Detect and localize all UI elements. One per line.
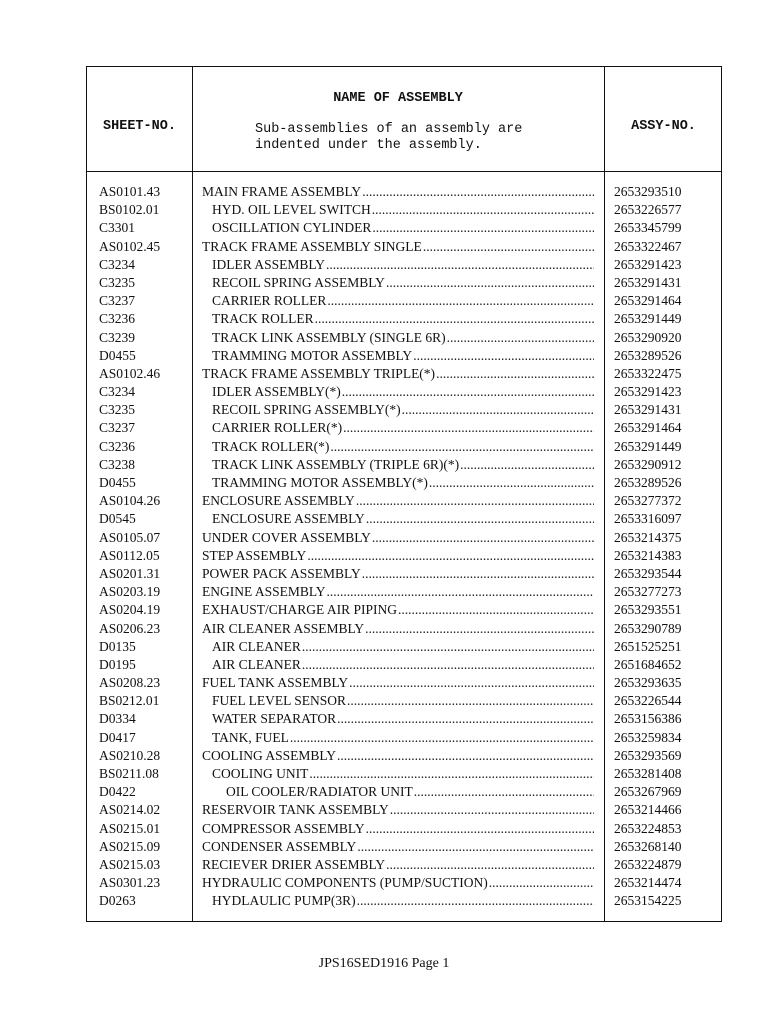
- table-row: [87, 401, 723, 419]
- assy-no-cell: 2653277273: [614, 584, 682, 600]
- assembly-name: TRACK FRAME ASSEMBLY SINGLE: [202, 238, 422, 254]
- assembly-name-cell: [202, 656, 594, 674]
- sheet-no-cell: BS0102.01: [99, 202, 160, 218]
- dot-leader: [372, 201, 594, 219]
- assembly-name: TRACK LINK ASSEMBLY (SINGLE 6R): [212, 329, 446, 345]
- assembly-name-cell: [202, 474, 594, 492]
- sheet-no-cell: C3236: [99, 438, 136, 454]
- assy-no-cell: 2653291464: [614, 293, 682, 309]
- dot-leader: [356, 492, 594, 510]
- assembly-name: POWER PACK ASSEMBLY: [202, 565, 361, 581]
- sheet-no-cell: C3237: [99, 420, 136, 436]
- dot-leader: [413, 347, 594, 365]
- assy-no-cell: 2653214375: [614, 529, 682, 545]
- sheet-no-cell: AS0102.46: [99, 365, 161, 381]
- assembly-name-cell: [202, 783, 594, 801]
- assembly-name-cell: [202, 747, 594, 765]
- assy-no-cell: 2653293544: [614, 565, 682, 581]
- assy-no-cell: 2653316097: [614, 511, 682, 527]
- sheet-no-cell: C3234: [99, 384, 136, 400]
- sheet-no-cell: C3301: [99, 220, 136, 236]
- sheet-no-cell: D0195: [99, 656, 136, 672]
- assy-no-cell: 2653293569: [614, 747, 682, 763]
- sheet-no-cell: C3235: [99, 274, 136, 290]
- dot-leader: [365, 620, 594, 638]
- assembly-name: AIR CLEANER: [212, 638, 301, 654]
- table-row: [87, 820, 723, 838]
- dot-leader: [366, 820, 594, 838]
- sheet-no-cell: D0545: [99, 511, 136, 527]
- sheet-no-cell: AS0215.09: [99, 838, 161, 854]
- assembly-name-cell: [202, 674, 594, 692]
- assembly-name-cell: [202, 256, 594, 274]
- assembly-name-cell: [202, 801, 594, 819]
- assembly-name: CONDENSER ASSEMBLY: [202, 838, 357, 854]
- assy-no-cell: 2653267969: [614, 784, 682, 800]
- table-row: [87, 492, 723, 510]
- assy-no-cell: 2653345799: [614, 220, 682, 236]
- dot-leader: [309, 765, 594, 783]
- assy-no-cell: 2653291449: [614, 311, 682, 327]
- assy-no-cell: 2653226544: [614, 693, 682, 709]
- sheet-no-cell: D0334: [99, 711, 136, 727]
- assembly-name-cell: [202, 219, 594, 237]
- assy-no-cell: 2653281408: [614, 766, 682, 781]
- assy-no-cell: 2653291464: [614, 420, 682, 436]
- assembly-name: FUEL TANK ASSEMBLY: [202, 675, 349, 691]
- assembly-name-cell: [202, 710, 594, 728]
- sheet-no-cell: BS0211.08: [99, 766, 159, 781]
- assembly-name-cell: [202, 765, 594, 783]
- table-row: [87, 438, 723, 456]
- assembly-name: TANK, FUEL: [212, 729, 289, 745]
- dot-leader: [362, 565, 594, 583]
- assembly-name-cell: [202, 601, 594, 619]
- table-row: [87, 565, 723, 583]
- table-row: [87, 692, 723, 710]
- assembly-name-cell: [202, 856, 594, 874]
- header-note-line2: indented under the assembly.: [255, 138, 482, 153]
- dot-leader: [357, 838, 594, 856]
- assembly-name-cell: [202, 620, 594, 638]
- assy-no-cell: 2653289526: [614, 347, 682, 363]
- table-row: [87, 729, 723, 747]
- assy-no-cell: 2653322475: [614, 365, 682, 381]
- dot-leader: [386, 856, 594, 874]
- table-row: [87, 456, 723, 474]
- sheet-no-cell: AS0101.43: [99, 184, 161, 199]
- assembly-name: AIR CLEANER ASSEMBLY: [202, 620, 365, 636]
- sheet-no-cell: AS0105.07: [99, 529, 161, 545]
- sheet-no-cell: C3234: [99, 256, 136, 272]
- dot-leader: [414, 783, 594, 801]
- sheet-no-cell: C3237: [99, 293, 136, 309]
- dot-leader: [302, 656, 594, 674]
- dot-leader: [366, 510, 594, 528]
- table-row: [87, 801, 723, 819]
- dot-leader: [386, 274, 594, 292]
- assembly-name: IDLER ASSEMBLY(*): [212, 384, 341, 400]
- table-body: [87, 183, 723, 911]
- table-row: [87, 765, 723, 783]
- assy-no-cell: 2653290920: [614, 329, 682, 345]
- dot-leader: [349, 674, 594, 692]
- assy-no-cell: 2653322467: [614, 238, 682, 254]
- assembly-name-cell: [202, 692, 594, 710]
- dot-leader: [315, 310, 594, 328]
- sheet-no-cell: AS0215.01: [99, 820, 161, 836]
- assy-no-cell: 2653226577: [614, 202, 682, 218]
- sheet-no-cell: AS0104.26: [99, 493, 161, 509]
- dot-leader: [337, 710, 594, 728]
- assy-no-cell: 2653156386: [614, 711, 682, 727]
- assembly-name: COMPRESSOR ASSEMBLY: [202, 820, 365, 836]
- assembly-name-cell: [202, 201, 594, 219]
- page-footer: JPS16SED1916 Page 1: [318, 956, 450, 971]
- header-assy-no: ASSY-NO.: [631, 119, 696, 134]
- assembly-name-cell: [202, 419, 594, 437]
- assembly-name-cell: [202, 310, 594, 328]
- assembly-name: HYDLAULIC PUMP(3R): [212, 893, 356, 909]
- sheet-no-cell: BS0212.01: [99, 693, 160, 709]
- sheet-no-cell: AS0206.23: [99, 620, 161, 636]
- table-row: [87, 783, 723, 801]
- dot-leader: [337, 747, 594, 765]
- assembly-name-cell: [202, 529, 594, 547]
- dot-leader: [447, 329, 594, 347]
- assembly-table: [86, 66, 722, 922]
- assembly-name: TRACK ROLLER: [212, 311, 314, 327]
- dot-leader: [342, 383, 594, 401]
- assembly-name: CARRIER ROLLER(*): [212, 420, 343, 436]
- sheet-no-cell: C3238: [99, 456, 136, 472]
- assy-no-cell: 2653268140: [614, 838, 682, 854]
- assembly-name: TRACK ROLLER(*): [212, 438, 330, 454]
- dot-leader: [357, 892, 594, 910]
- assembly-name-cell: [202, 292, 594, 310]
- table-row: [87, 874, 723, 892]
- assy-no-cell: 2653293635: [614, 675, 682, 691]
- assy-no-cell: 2653291423: [614, 384, 682, 400]
- sheet-no-cell: D0135: [99, 638, 136, 654]
- sheet-no-cell: AS0210.28: [99, 747, 161, 763]
- sheet-no-cell: D0417: [99, 729, 136, 745]
- table-row: [87, 601, 723, 619]
- assembly-name: ENCLOSURE ASSEMBLY: [202, 493, 355, 509]
- assembly-name-cell: [202, 401, 594, 419]
- assembly-name: IDLER ASSEMBLY: [212, 256, 326, 272]
- assembly-name: CARRIER ROLLER: [212, 293, 327, 309]
- assy-no-cell: 2653214383: [614, 547, 682, 563]
- sheet-no-cell: D0422: [99, 784, 136, 800]
- dot-leader: [489, 874, 594, 892]
- sheet-no-cell: AS0215.03: [99, 856, 161, 872]
- dot-leader: [362, 183, 594, 201]
- dot-leader: [460, 456, 594, 474]
- assembly-name-cell: [202, 892, 594, 910]
- assembly-name-cell: [202, 729, 594, 747]
- table-row: [87, 474, 723, 492]
- assy-no-cell: 2653224879: [614, 856, 682, 872]
- dot-leader: [402, 401, 594, 419]
- table-row: [87, 238, 723, 256]
- table-row: [87, 274, 723, 292]
- table-row: [87, 547, 723, 565]
- dot-leader: [390, 801, 594, 819]
- table-row: [87, 365, 723, 383]
- assembly-name-cell: [202, 565, 594, 583]
- assy-no-cell: 2653259834: [614, 729, 682, 745]
- sheet-no-cell: AS0201.31: [99, 565, 161, 581]
- table-row: [87, 656, 723, 674]
- assembly-name-cell: [202, 492, 594, 510]
- assembly-name: COOLING UNIT: [212, 766, 309, 781]
- assembly-name: FUEL LEVEL SENSOR: [212, 693, 346, 709]
- table-row: [87, 674, 723, 692]
- table-row: [87, 219, 723, 237]
- table-row: [87, 856, 723, 874]
- assembly-name: ENGINE ASSEMBLY: [202, 584, 326, 600]
- table-row: [87, 256, 723, 274]
- table-row: [87, 892, 723, 910]
- assembly-name-cell: [202, 274, 594, 292]
- table-row: [87, 419, 723, 437]
- assembly-name-cell: [202, 547, 594, 565]
- sheet-no-cell: AS0112.05: [99, 547, 160, 563]
- assembly-name: TRAMMING MOTOR ASSEMBLY(*): [212, 475, 428, 490]
- table-row: [87, 201, 723, 219]
- assy-no-cell: 2653214474: [614, 875, 682, 891]
- dot-leader: [436, 365, 594, 383]
- assy-no-cell: 2653290789: [614, 620, 682, 636]
- assembly-name: RECIEVER DRIER ASSEMBLY: [202, 856, 386, 872]
- assembly-name: RECOIL SPRING ASSEMBLY(*): [212, 402, 401, 418]
- dot-leader: [423, 238, 594, 256]
- table-row: [87, 183, 723, 201]
- dot-leader: [327, 583, 594, 601]
- dot-leader: [290, 729, 594, 747]
- table-row: [87, 583, 723, 601]
- assembly-name-cell: [202, 838, 594, 856]
- sheet-no-cell: AS0214.02: [99, 802, 161, 818]
- assembly-name: WATER SEPARATOR: [212, 711, 337, 727]
- header-name-of-assembly: NAME OF ASSEMBLY: [333, 91, 463, 106]
- assy-no-cell: 2653293551: [614, 602, 682, 618]
- header-note-line1: Sub-assemblies of an assembly are: [255, 122, 523, 137]
- assembly-name-cell: [202, 365, 594, 383]
- sheet-no-cell: C3236: [99, 311, 136, 327]
- assy-no-cell: 2653290912: [614, 456, 682, 472]
- assembly-name-cell: [202, 583, 594, 601]
- assy-no-cell: 2653214466: [614, 802, 682, 818]
- dot-leader: [343, 419, 594, 437]
- assy-no-cell: 2653224853: [614, 820, 682, 836]
- assembly-name: RESERVOIR TANK ASSEMBLY: [202, 802, 389, 818]
- sheet-no-cell: C3235: [99, 402, 136, 418]
- assembly-name: STEP ASSEMBLY: [202, 547, 307, 563]
- dot-leader: [429, 474, 594, 492]
- dot-leader: [372, 219, 594, 237]
- assembly-name-cell: [202, 820, 594, 838]
- assembly-name: MAIN FRAME ASSEMBLY: [202, 184, 362, 199]
- dot-leader: [372, 529, 594, 547]
- assembly-name-cell: [202, 438, 594, 456]
- header-note: [255, 122, 522, 154]
- assembly-name: UNDER COVER ASSEMBLY: [202, 529, 371, 545]
- sheet-no-cell: AS0208.23: [99, 675, 161, 691]
- assembly-name: AIR CLEANER: [212, 656, 301, 672]
- table-row: [87, 638, 723, 656]
- sheet-no-cell: AS0204.19: [99, 602, 161, 618]
- dot-leader: [307, 547, 594, 565]
- assembly-name: HYD. OIL LEVEL SWITCH: [212, 202, 371, 218]
- header-sheet-no: SHEET-NO.: [103, 119, 176, 134]
- assembly-name: OSCILLATION CYLINDER: [212, 220, 372, 236]
- dot-leader: [398, 601, 594, 619]
- assembly-name-cell: [202, 238, 594, 256]
- assy-no-cell: 2653291423: [614, 256, 682, 272]
- assembly-name: TRACK FRAME ASSEMBLY TRIPLE(*): [202, 365, 436, 381]
- sheet-no-cell: C3239: [99, 329, 136, 345]
- sheet-no-cell: AS0102.45: [99, 238, 161, 254]
- assembly-name: EXHAUST/CHARGE AIR PIPING: [202, 602, 398, 618]
- dot-leader: [302, 638, 594, 656]
- sheet-no-cell: D0263: [99, 893, 136, 909]
- table-row: [87, 347, 723, 365]
- assembly-name-cell: [202, 456, 594, 474]
- assembly-name: ENCLOSURE ASSEMBLY: [212, 511, 365, 527]
- dot-leader: [327, 292, 594, 310]
- table-row: [87, 747, 723, 765]
- table-row: [87, 710, 723, 728]
- table-row: [87, 838, 723, 856]
- table-row: [87, 329, 723, 347]
- sheet-no-cell: AS0203.19: [99, 584, 161, 600]
- assembly-name-cell: [202, 510, 594, 528]
- sheet-no-cell: AS0301.23: [99, 875, 161, 891]
- assembly-name-cell: [202, 183, 594, 201]
- assembly-name-cell: [202, 874, 594, 892]
- assy-no-cell: 2653293510: [614, 184, 682, 199]
- dot-leader: [326, 256, 594, 274]
- dot-leader: [347, 692, 594, 710]
- assy-no-cell: 2653291431: [614, 274, 682, 290]
- assembly-name-cell: [202, 329, 594, 347]
- assembly-name-cell: [202, 347, 594, 365]
- assembly-name: TRAMMING MOTOR ASSEMBLY: [212, 347, 413, 363]
- assembly-name-cell: [202, 638, 594, 656]
- assembly-name: HYDRAULIC COMPONENTS (PUMP/SUCTION): [202, 875, 488, 891]
- table-row: [87, 310, 723, 328]
- table-row: [87, 292, 723, 310]
- assembly-name-cell: [202, 383, 594, 401]
- header-rule: [87, 171, 721, 172]
- assy-no-cell: 2653154225: [614, 893, 682, 909]
- assy-no-cell: 2653291449: [614, 438, 682, 454]
- table-row: [87, 510, 723, 528]
- dot-leader: [330, 438, 594, 456]
- table-row: [87, 383, 723, 401]
- assembly-name: TRACK LINK ASSEMBLY (TRIPLE 6R)(*): [212, 456, 460, 472]
- assy-no-cell: 2653291431: [614, 402, 682, 418]
- table-row: [87, 620, 723, 638]
- table-row: [87, 529, 723, 547]
- assy-no-cell: 2653277372: [614, 493, 682, 509]
- sheet-no-cell: D0455: [99, 475, 136, 490]
- assembly-name: RECOIL SPRING ASSEMBLY: [212, 274, 385, 290]
- assy-no-cell: 2651684652: [614, 656, 682, 672]
- sheet-no-cell: D0455: [99, 347, 136, 363]
- assy-no-cell: 2651525251: [614, 638, 682, 654]
- assembly-name: OIL COOLER/RADIATOR UNIT: [226, 784, 413, 800]
- assy-no-cell: 2653289526: [614, 475, 682, 490]
- assembly-name: COOLING ASSEMBLY: [202, 747, 337, 763]
